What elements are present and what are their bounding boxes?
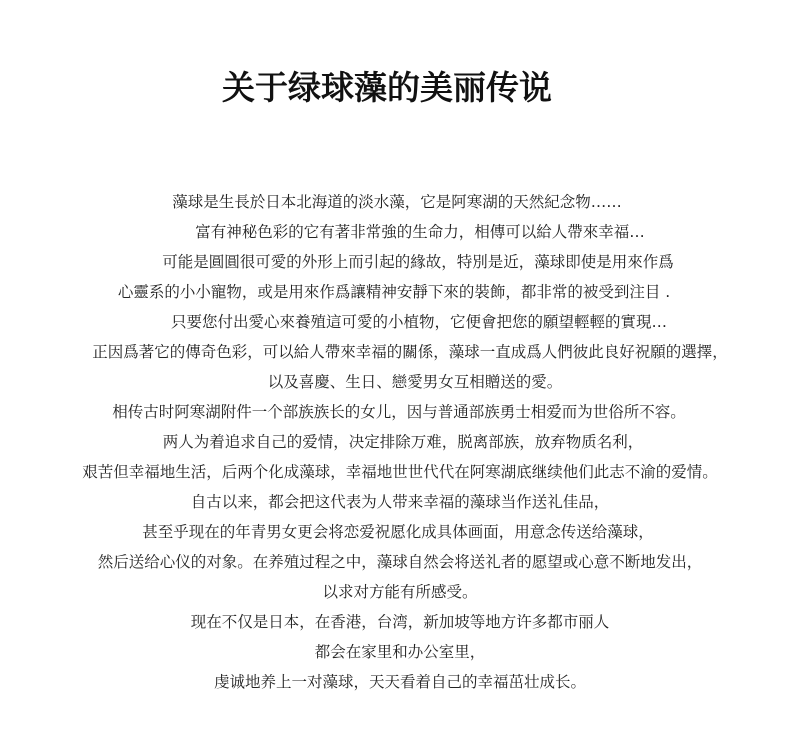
text-line: 以及喜慶、生日、戀愛男女互相贈送的愛。 (267, 373, 563, 391)
text-line: 相传古时阿寒湖附件一个部族族长的女儿，因与普通部族勇士相爱而为世俗所不容。 (112, 403, 686, 421)
page-title: 关于绿球藻的美丽传说 (222, 68, 552, 107)
text-line: 心靈系的小小寵物，或是用來作爲讓精神安靜下來的裝飾，都非常的被受到注目 . (117, 283, 671, 301)
text-line: 以求对方能有所感受。 (322, 583, 478, 601)
text-line: 现在不仅是日本，在香港，台湾，新加坡等地方许多都市丽人 (190, 613, 610, 631)
text-line: 两人为着追求自己的爱情，决定排除万难，脱离部族，放弃物质名利， (162, 433, 644, 451)
text-line: 虔诚地养上一对藻球，天天看着自己的幸福茁壮成长。 (213, 673, 586, 691)
text-line: 只要您付出愛心來養殖這可愛的小植物，它便會把您的願望輕輕的實現… (170, 313, 667, 331)
text-line: 然后送给心仪的对象。在养殖过程之中，藻球自然会将送礼者的愿望或心意不断地发出， (97, 553, 703, 571)
legend-text (0, 187, 800, 697)
text-line: 正因爲著它的傳奇色彩，可以給人帶來幸福的關係，藻球一直成爲人們彼此良好祝願的選擇， (92, 343, 728, 361)
text-line: 自古以来，都会把这代表为人带来幸福的藻球当作送礼佳品， (190, 493, 610, 511)
text-line: 富有神秘色彩的它有著非常強的生命力，相傳可以給人帶來幸福… (195, 223, 645, 241)
text-line: 可能是圓圓很可愛的外形上而引起的緣故，特別是近，藻球即使是用來作爲 (162, 253, 674, 271)
text-line: 艰苦但幸福地生活，后两个化成藻球，幸福地世世代代在阿寒湖底继续他们此志不渝的爱情。 (82, 463, 718, 481)
text-line: 都会在家里和办公室里， (314, 643, 486, 661)
text-line: 甚至乎现在的年青男女更会将恋爱祝愿化成具体画面，用意念传送给藻球， (142, 523, 654, 541)
text-line: 藻球是生長於日本北海道的淡水藻，它是阿寒湖的天然紀念物…… (172, 193, 622, 211)
